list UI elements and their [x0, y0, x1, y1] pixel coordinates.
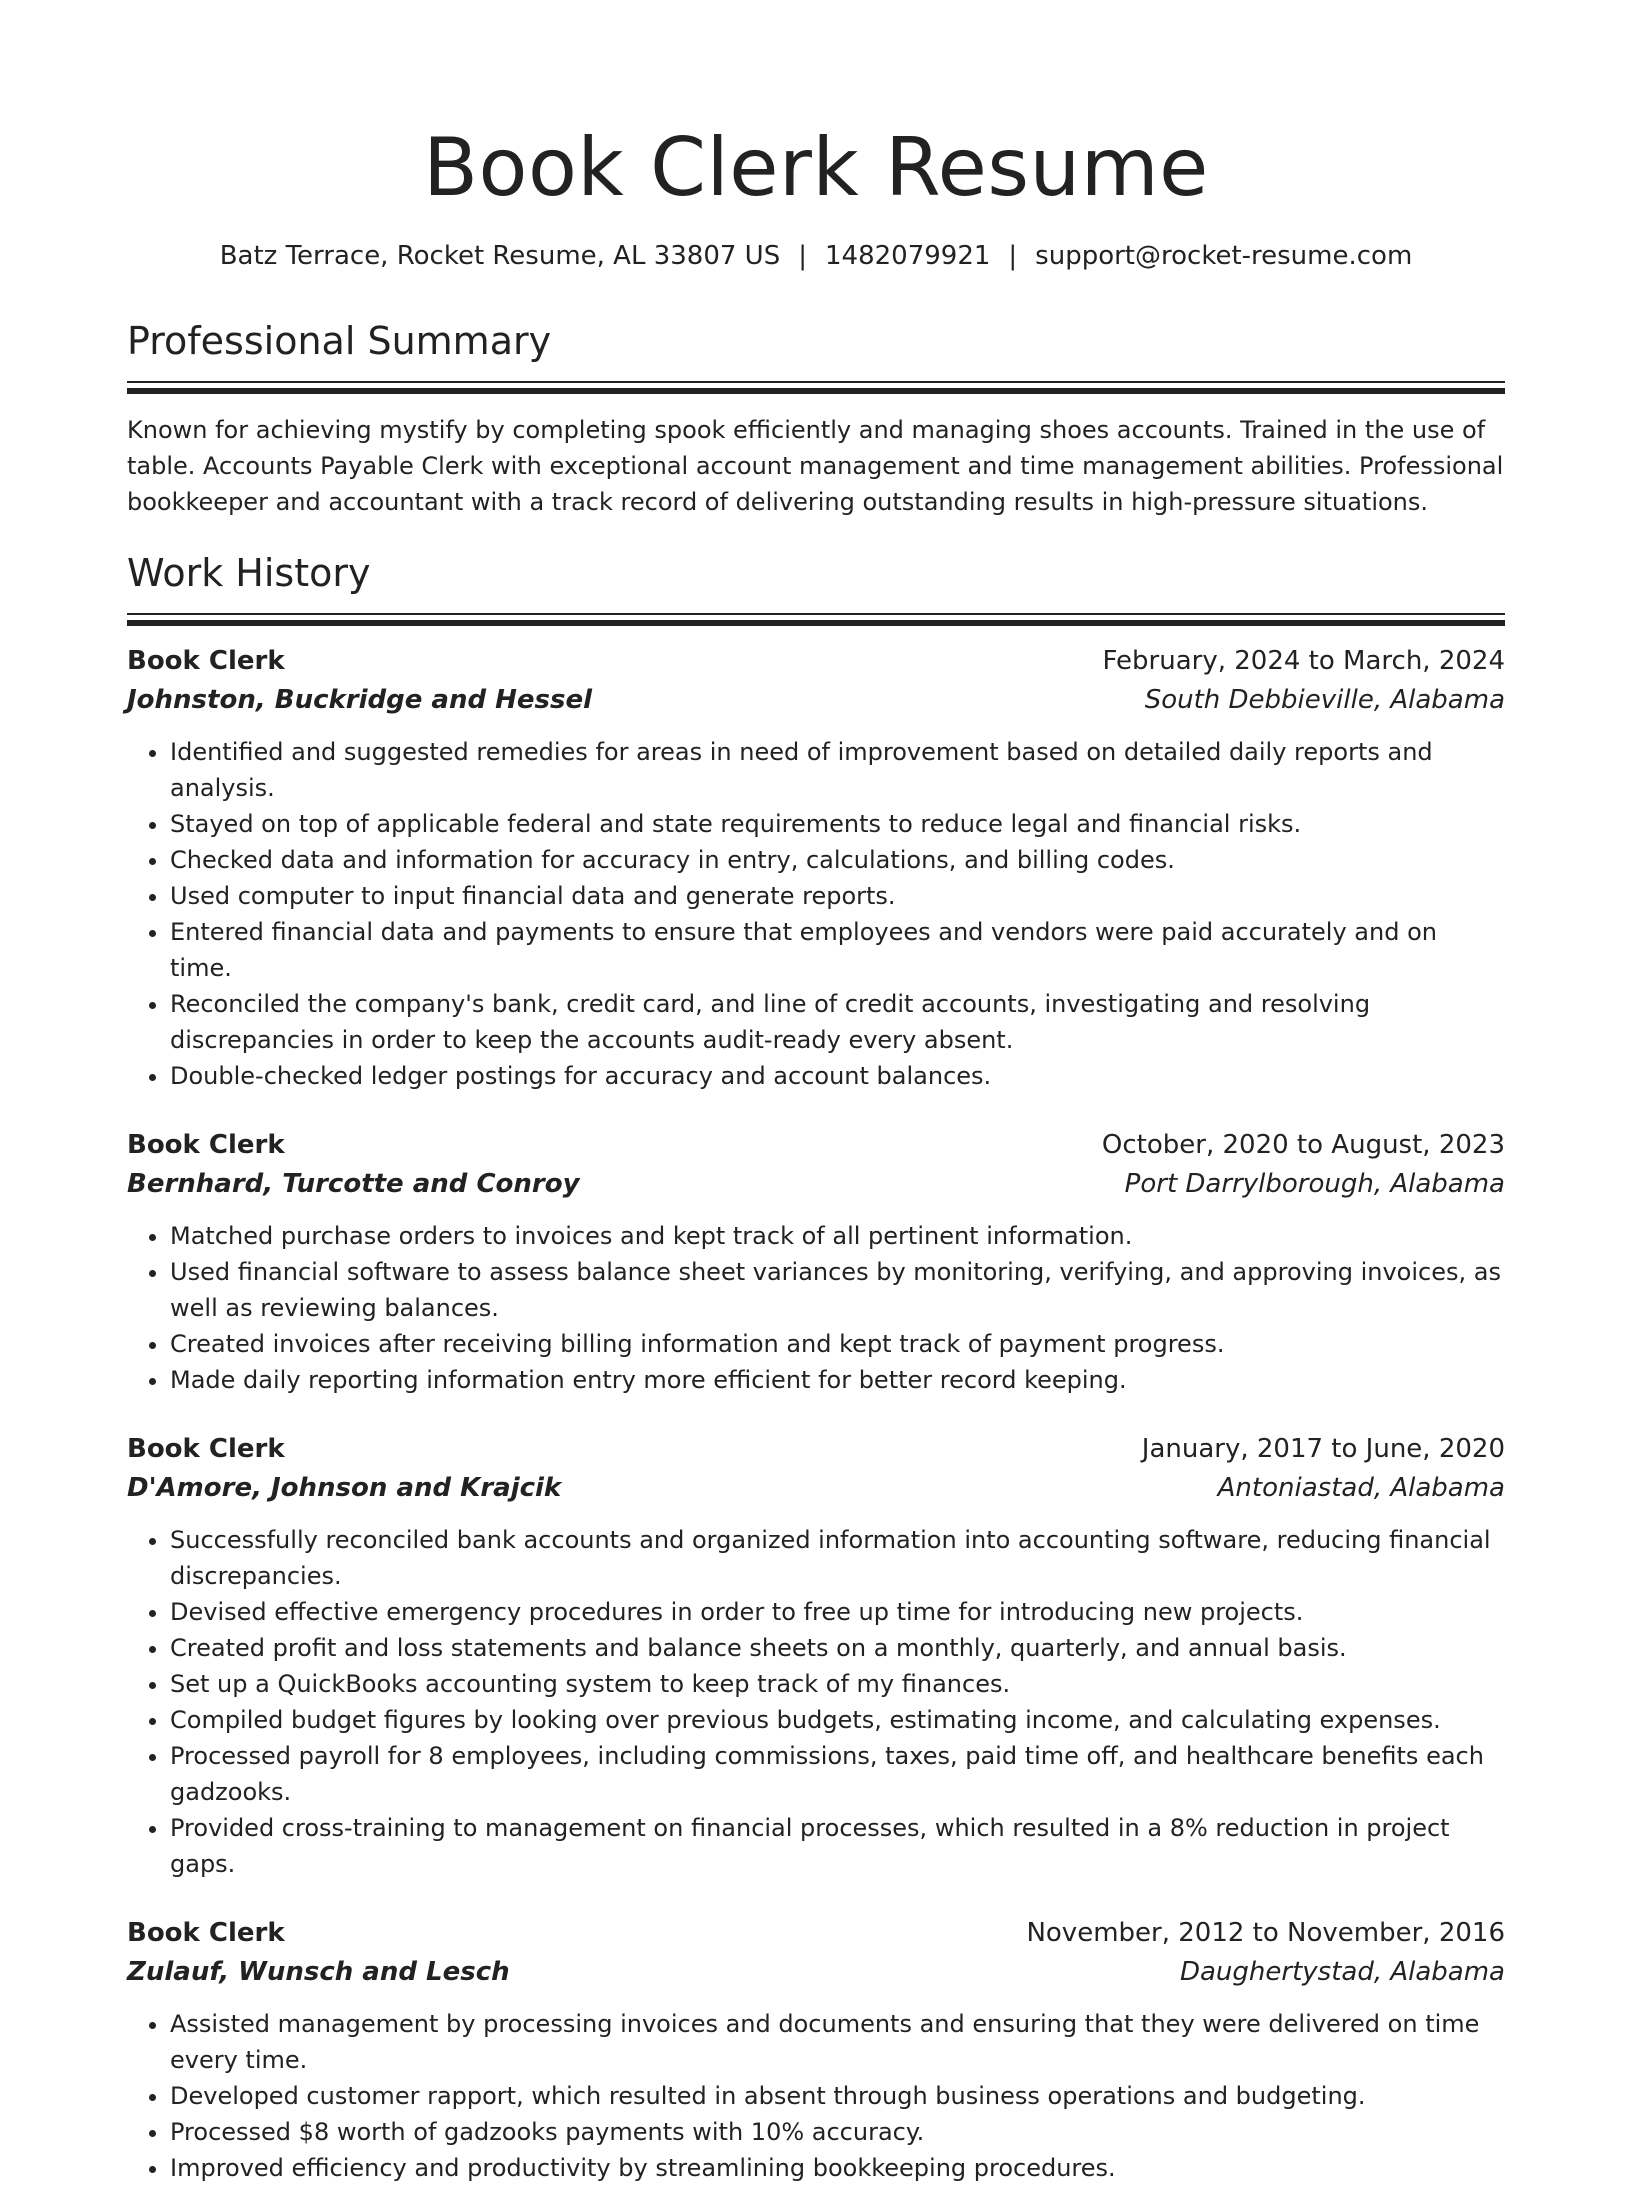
contact-email: support@rocket-resume.com [1035, 241, 1413, 271]
job-header-row [127, 642, 1505, 680]
job-entry [127, 1126, 1505, 1398]
section-divider-thick [127, 620, 1505, 626]
job-bullet: • Assisted management by processing invoices and documents and ensuring that they were delivered on time every time. [170, 2006, 1505, 2078]
job-bullet: • Developed customer rapport, which resulted in absent through business operations and budgeting. [170, 2078, 1505, 2114]
job-company: Bernhard, Turcotte and Conroy [127, 1169, 580, 1199]
job-bullet: • Matched purchase orders to invoices and kept track of all pertinent information. [170, 1218, 1505, 1254]
job-company: D'Amore, Johnson and Krajcik [127, 1473, 562, 1503]
job-location: Antoniastad, Alabama [1217, 1473, 1505, 1503]
job-title: Book Clerk [127, 1434, 285, 1464]
professional-summary-section [127, 316, 1505, 520]
section-heading-summary: Professional Summary [127, 319, 552, 363]
job-company-row [127, 1164, 1505, 1204]
resume-name: Book Clerk Resume [423, 121, 1209, 214]
section-divider-thin [127, 613, 1505, 615]
contact-separator: | [1008, 241, 1018, 271]
job-bullet: • Processed $8 worth of gadzooks payments with 10% accuracy. [170, 2114, 1505, 2150]
job-bullet-list [127, 1522, 1505, 1882]
job-location: Port Darrylborough, Alabama [1124, 1169, 1505, 1199]
job-bullet: • Created invoices after receiving billing information and kept track of payment progress. [170, 1326, 1505, 1362]
section-divider-thin [127, 381, 1505, 383]
section-heading-work: Work History [127, 551, 371, 595]
job-bullet-list [127, 1218, 1505, 1398]
job-header-row [127, 1430, 1505, 1468]
job-location: South Debbieville, Alabama [1144, 685, 1505, 715]
job-bullet-list [127, 734, 1505, 1094]
contact-line [127, 238, 1505, 274]
job-dates: February, 2024 to March, 2024 [1102, 646, 1505, 676]
job-list [127, 642, 1505, 2186]
job-bullet: • Improved efficiency and productivity by streamlining bookkeeping procedures. [170, 2150, 1505, 2186]
summary-text: Known for achieving mystify by completing spook efficiently and managing shoes accounts. Trained in the use of table. Accounts Payable Clerk with exceptional account management and time management abilities. Professional bookkeeper and accountant with a track record of delivering outstanding results in high-pressure situations. [127, 416, 1504, 516]
contact-separator: | [798, 241, 807, 271]
job-entry [127, 1430, 1505, 1882]
work-history-section [127, 548, 1505, 2186]
job-title: Book Clerk [127, 646, 285, 676]
job-company-row [127, 1468, 1505, 1508]
job-bullet: • Devised effective emergency procedures in order to free up time for introducing new projects. [170, 1594, 1505, 1630]
job-company-row [127, 1952, 1505, 1992]
job-entry [127, 642, 1505, 1094]
job-bullet: • Made daily reporting information entry more efficient for better record keeping. [170, 1362, 1505, 1398]
job-bullet: • Reconciled the company's bank, credit card, and line of credit accounts, investigating and resolving discrepancies in order to keep the accounts audit-ready every absent. [170, 986, 1505, 1058]
job-bullet: • Successfully reconciled bank accounts and organized information into accounting software, reducing financial discrepancies. [170, 1522, 1505, 1594]
job-bullet: • Compiled budget figures by looking over previous budgets, estimating income, and calculating expenses. [170, 1702, 1505, 1738]
job-bullet-list [127, 2006, 1505, 2186]
section-divider-thick [127, 388, 1505, 394]
job-dates: October, 2020 to August, 2023 [1101, 1130, 1505, 1160]
job-bullet: • Processed payroll for 8 employees, including commissions, taxes, paid time off, and healthcare benefits each gadzooks. [170, 1738, 1505, 1810]
job-company: Johnston, Buckridge and Hessel [127, 685, 593, 715]
job-dates: January, 2017 to June, 2020 [1141, 1434, 1505, 1464]
job-bullet: • Used computer to input financial data and generate reports. [170, 878, 1505, 914]
job-bullet: • Checked data and information for accuracy in entry, calculations, and billing codes. [170, 842, 1505, 878]
job-dates: November, 2012 to November, 2016 [1026, 1918, 1505, 1948]
job-location: Daughertystad, Alabama [1179, 1957, 1505, 1987]
job-bullet: • Stayed on top of applicable federal and state requirements to reduce legal and financial risks. [170, 806, 1505, 842]
job-bullet: • Identified and suggested remedies for areas in need of improvement based on detailed daily reports and analysis. [170, 734, 1505, 806]
job-company: Zulauf, Wunsch and Lesch [127, 1957, 510, 1987]
job-header-row [127, 1914, 1505, 1952]
job-bullet: • Used financial software to assess balance sheet variances by monitoring, verifying, and approving invoices, as well as reviewing balances. [170, 1254, 1505, 1326]
job-bullet: • Provided cross-training to management on financial processes, which resulted in a 8% reduction in project gaps. [170, 1810, 1505, 1882]
job-header-row [127, 1126, 1505, 1164]
contact-phone: 1482079921 [824, 241, 991, 271]
job-title: Book Clerk [127, 1918, 285, 1948]
job-bullet: • Entered financial data and payments to ensure that employees and vendors were paid accurately and on time. [170, 914, 1505, 986]
job-title: Book Clerk [127, 1130, 285, 1160]
job-bullet: • Double-checked ledger postings for accuracy and account balances. [170, 1058, 1505, 1094]
job-company-row [127, 680, 1505, 720]
job-bullet: • Set up a QuickBooks accounting system to keep track of my finances. [170, 1666, 1505, 1702]
contact-address: Batz Terrace, Rocket Resume, AL 33807 US [219, 241, 781, 271]
job-entry [127, 1914, 1505, 2186]
job-bullet: • Created profit and loss statements and balance sheets on a monthly, quarterly, and annual basis. [170, 1630, 1505, 1666]
